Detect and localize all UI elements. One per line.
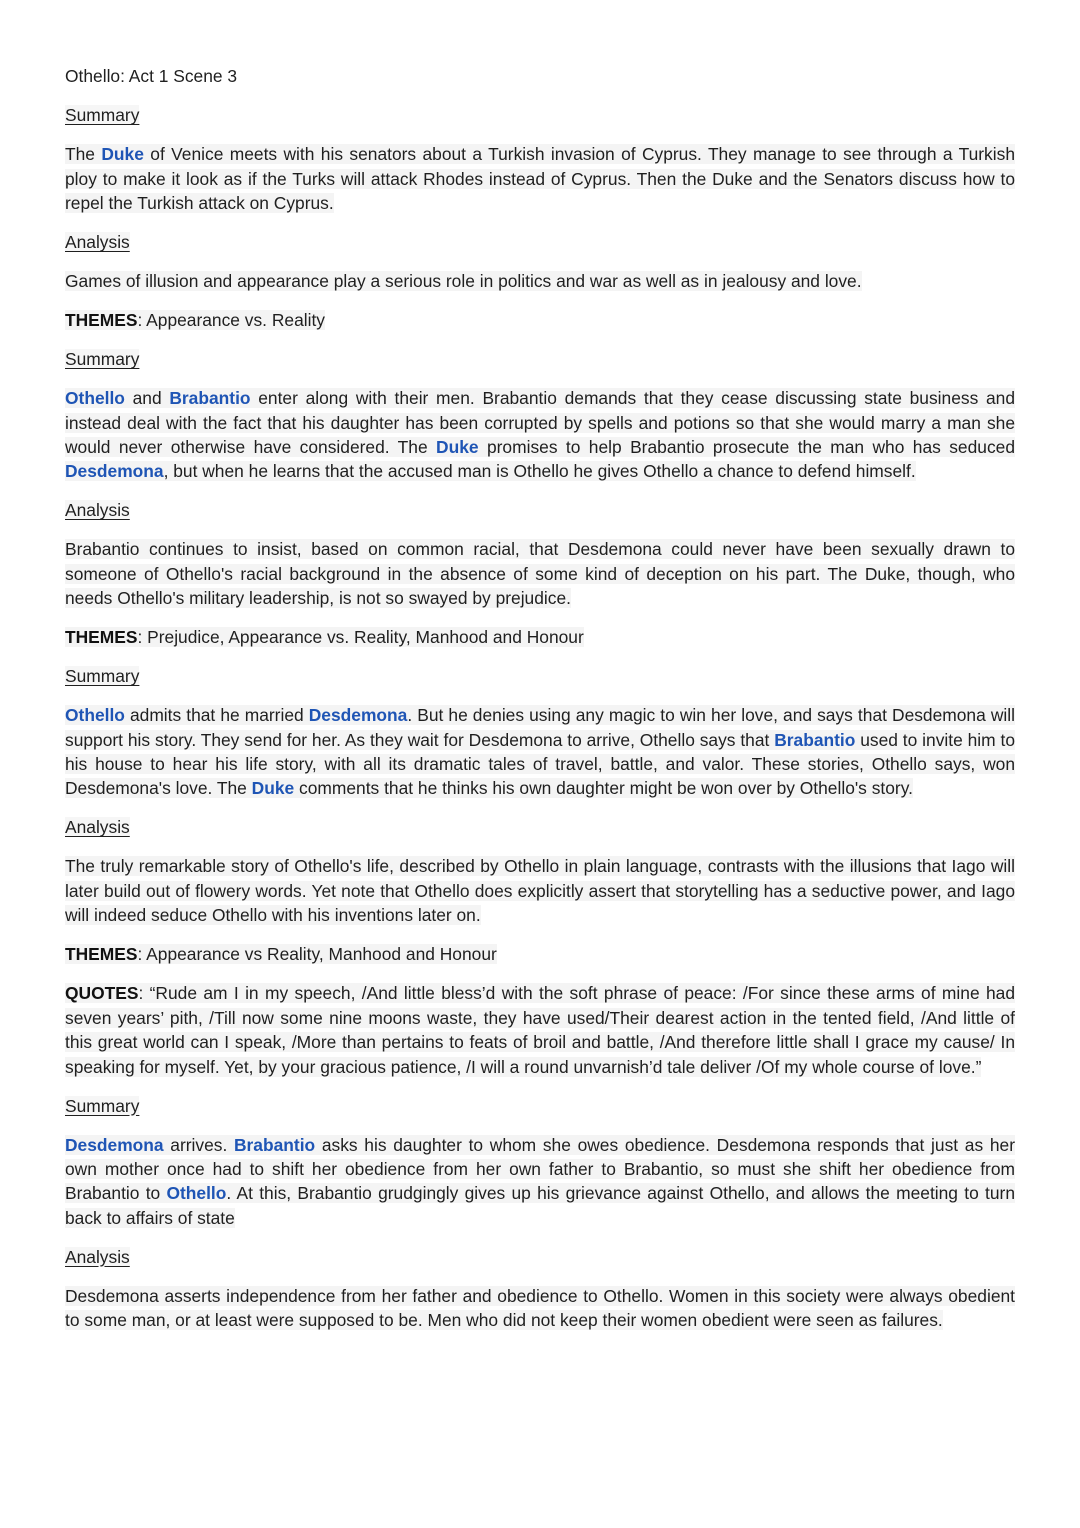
character-name: Desdemona (65, 461, 164, 482)
section-heading-label: Summary (65, 105, 140, 126)
character-name: Duke (101, 144, 144, 165)
section-heading-label: Analysis (65, 1246, 130, 1267)
paragraph (65, 142, 1015, 215)
section-heading-summary (65, 1094, 1015, 1118)
text-segment: : Appearance vs. Reality (137, 310, 326, 331)
text-segment: admits that he married (124, 705, 309, 726)
section-heading-summary (65, 664, 1015, 688)
text-segment: . But he denies using any magic to win her love, and says that Desdemona will support his story. They send for her. As they wait for Desdemona to arrive, Othello says that (65, 705, 1015, 750)
themes-line (65, 942, 1015, 966)
character-name: Brabantio (169, 388, 251, 409)
bold-label: QUOTES (65, 983, 139, 1004)
character-name: Desdemona (65, 1134, 164, 1155)
themes-line (65, 625, 1015, 649)
text-segment: enter along with their men. Brabantio demands that they cease discussing state business and instead deal with the fact that his daughter has been corrupted by spells and potions so that she would marry a man she would never otherwise have considered. The (65, 388, 1015, 458)
text-segment: used to invite him to his house to hear his life story, with all its dramatic tales of travel, battle, and valor. These stories, Othello says, won Desdemona's love. The (65, 729, 1015, 799)
paragraph (65, 1284, 1015, 1333)
section-heading-label: Analysis (65, 817, 130, 838)
paragraph (65, 854, 1015, 927)
character-name: Othello (166, 1183, 227, 1204)
text-segment: comments that he thinks his own daughter might be won over by Othello's story. (294, 778, 913, 799)
paragraph (65, 537, 1015, 610)
quotes-line (65, 981, 1015, 1079)
character-name: Othello (65, 705, 125, 726)
bold-label: THEMES (65, 944, 138, 965)
section-heading-summary (65, 103, 1015, 127)
character-name: Othello (65, 388, 125, 409)
section-heading-label: Summary (65, 666, 140, 687)
section-heading-analysis (65, 230, 1015, 254)
text-segment: The (65, 144, 102, 165)
paragraph (65, 703, 1015, 801)
text-segment: : Appearance vs Reality, Manhood and Honour (137, 944, 497, 965)
text-segment: Brabantio continues to insist, based on common racial, that Desdemona could never have been sexually drawn to someone of Othello's racial background in the absence of some kind of deception on his part. The Duke, though, who needs Othello's military leadership, is not so swayed by prejudice. (65, 539, 1015, 609)
bold-label: THEMES (65, 627, 138, 648)
paragraph (65, 269, 1015, 293)
text-segment: : Prejudice, Appearance vs. Reality, Manhood and Honour (137, 627, 584, 648)
text-segment: promises to help Brabantio prosecute the man who has seduced (478, 437, 1015, 458)
bold-label: THEMES (65, 310, 138, 331)
text-segment: Desdemona asserts independence from her father and obedience to Othello. Women in this society were always obedient to some man, or at least were supposed to be. Men who did not keep their women obedient were seen as failures. (65, 1285, 1015, 1331)
section-heading-label: Analysis (65, 232, 130, 253)
text-segment: and (124, 388, 170, 409)
character-name: Brabantio (774, 729, 856, 750)
section-heading-label: Analysis (65, 500, 130, 521)
section-heading-analysis (65, 1245, 1015, 1269)
document-page (65, 64, 1015, 1347)
section-heading-analysis (65, 815, 1015, 839)
text-segment: : “Rude am I in my speech, /And little bless’d with the soft phrase of peace: /For since these arms of mine had seven years’ pith, /Till now some nine moons waste, they have used/Their dearest action in the tented field, /And little of this great world can I speak, /More than pertains to feats of broil and battle, /And therefore little shall I grace my cause/ In speaking for myself. Yet, by your gracious patience, /I will a round unvarnish’d tale deliver /Of my whole course of love.” (65, 983, 1015, 1077)
text-segment: of Venice meets with his senators about a Turkish invasion of Cyprus. They manage to see through a Turkish ploy to make it look as if the Turks will attack Rhodes instead of Cyprus. Then the Duke and the Senators discuss how to repel the Turkish attack on Cyprus. (65, 144, 1015, 214)
paragraph (65, 386, 1015, 484)
text-segment: , but when he learns that the accused man is Othello he gives Othello a chance to defend himself. (163, 461, 916, 482)
document-title: Othello: Act 1 Scene 3 (65, 66, 238, 86)
character-name: Duke (251, 778, 295, 799)
section-heading-summary (65, 347, 1015, 371)
character-name: Duke (436, 437, 479, 458)
text-segment: arrives. (163, 1134, 234, 1155)
character-name: Brabantio (233, 1134, 316, 1155)
character-name: Desdemona (308, 705, 408, 726)
text-segment: asks his daughter to whom she owes obedience. Desdemona responds that just as her own mother once had to shift her obedience from her own father to Brabantio, so must she shift her obedience from Brabantio to (65, 1134, 1015, 1204)
paragraph (65, 1133, 1015, 1231)
section-heading-label: Summary (65, 349, 140, 370)
section-heading-analysis (65, 498, 1015, 522)
themes-line (65, 308, 1015, 332)
text-segment: Games of illusion and appearance play a serious role in politics and war as well as in jealousy and love. (65, 271, 862, 292)
text-segment: . At this, Brabantio grudgingly gives up his grievance against Othello, and allows the meeting to turn back to affairs of state (65, 1183, 1015, 1228)
text-segment: The truly remarkable story of Othello's life, described by Othello in plain language, contrasts with the illusions that Iago will later build out of flowery words. Yet note that Othello does explicitly assert that storytelling has a seductive power, and Iago will indeed seduce Othello with his inventions later on. (65, 856, 1015, 926)
section-heading-label: Summary (65, 1095, 140, 1116)
document-body (65, 103, 1015, 1332)
